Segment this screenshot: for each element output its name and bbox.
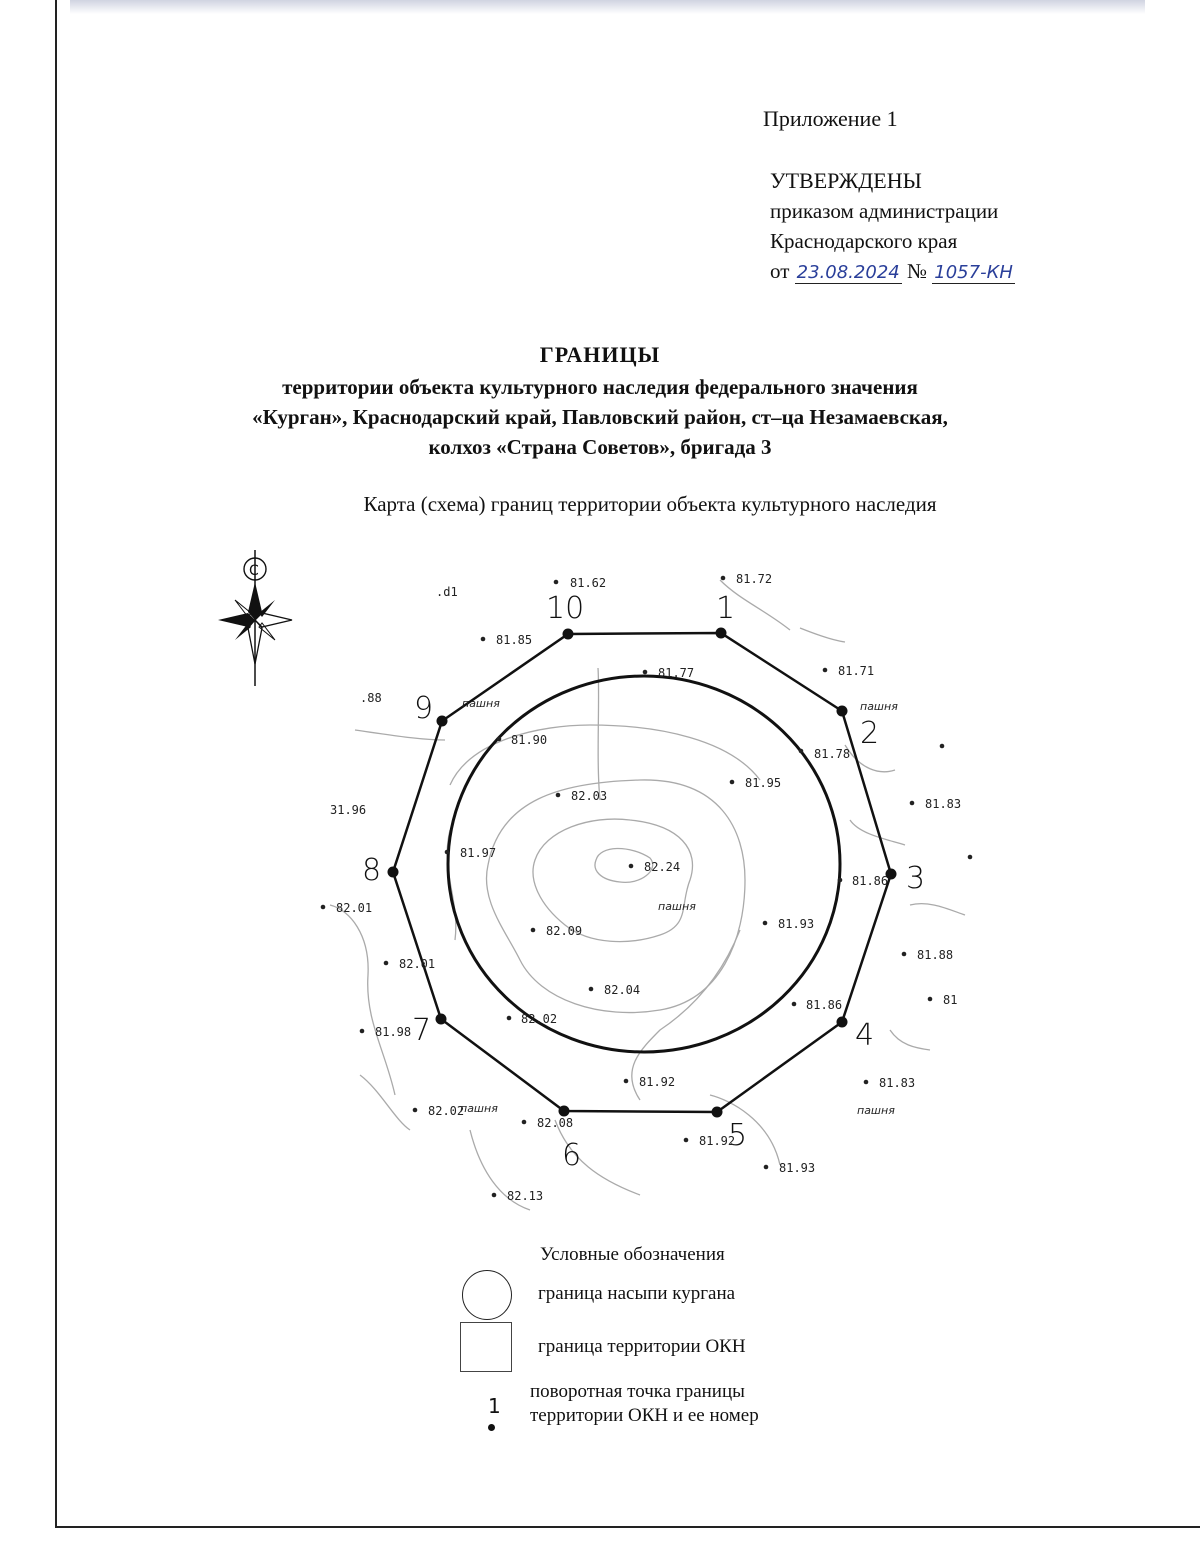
compass-north-letter: С [249, 563, 259, 579]
elevation-label: 81.97 [460, 846, 497, 860]
subtitle-line1: территории объекта культурного наследия федерального значения [282, 375, 918, 399]
elevation-label: 81 [943, 993, 958, 1007]
elevation-dot [624, 1079, 629, 1084]
contour-line [360, 1075, 410, 1130]
subtitle-line2: «Курган», Краснодарский край, Павловский район, ст–ца Незамаевская, [252, 405, 948, 429]
turning-point-label: 3 [906, 861, 926, 896]
turning-point-4 [837, 1017, 848, 1028]
turning-point-7 [436, 1014, 447, 1025]
elevation-label: 82.02 [428, 1104, 465, 1118]
turning-point-label: 5 [728, 1118, 748, 1153]
elevation-label: 81.88 [917, 948, 954, 962]
elevation-label: 81.98 [375, 1025, 412, 1039]
elevation-label: 81.92 [639, 1075, 676, 1089]
elevation-label: 82.01 [399, 957, 436, 971]
elevation-dot [968, 855, 973, 860]
turning-point-label: 7 [412, 1013, 432, 1048]
turning-point-10 [563, 629, 574, 640]
order-date: 23.08.2024 [796, 262, 900, 283]
elevation-dot [360, 1029, 365, 1034]
approved-heading: УТВЕРЖДЕНЫ [770, 168, 922, 193]
turning-point-6 [559, 1106, 570, 1117]
turning-point-5 [712, 1107, 723, 1118]
legend-territory-boundary: граница территории ОКН [538, 1336, 746, 1357]
turning-point-label: 10 [546, 591, 585, 626]
elevation-label: 82.08 [537, 1116, 574, 1130]
elevation-label: 81.93 [779, 1161, 816, 1175]
elevation-label: 82.24 [644, 860, 681, 874]
field-label: пашня [857, 1104, 895, 1117]
approved-by-line1: приказом администрации [770, 199, 999, 223]
turning-point-label: 1 [716, 591, 736, 626]
elevation-label: 81.83 [925, 797, 962, 811]
legend-square-symbol [460, 1322, 512, 1372]
turning-point-8 [388, 867, 399, 878]
document-title: ГРАНИЦЫ [539, 342, 661, 367]
date-prefix: от [770, 259, 790, 283]
elevation-dot [838, 878, 843, 883]
elevation-label: 31.96 [330, 803, 367, 817]
elevation-dot [721, 576, 726, 581]
elevation-dot [928, 997, 933, 1002]
legend-title: Условные обозначения [540, 1244, 725, 1265]
elevation-dot [902, 952, 907, 957]
legend-turning-point-text [530, 1380, 759, 1428]
elevation-label: 82.03 [571, 789, 608, 803]
elevation-dot [492, 1193, 497, 1198]
order-number: 1057-КН [934, 262, 1013, 283]
elevation-label: 82.01 [336, 901, 373, 915]
elevation-dot [321, 905, 326, 910]
elevation-label: 81.77 [658, 666, 695, 680]
elevation-dot [445, 850, 450, 855]
north-arrow [218, 550, 292, 686]
subtitle-line3: колхоз «Страна Советов», бригада 3 [428, 435, 772, 459]
elevation-label: 82.04 [604, 983, 641, 997]
contour-line [450, 725, 760, 785]
elevation-label: 82.09 [546, 924, 583, 938]
elevation-dot [481, 637, 486, 642]
turning-point-2 [837, 706, 848, 717]
elevation-dot [522, 1120, 527, 1125]
elevation-label: 82.13 [507, 1189, 544, 1203]
turning-point-label: 6 [562, 1138, 582, 1173]
turning-point-label: 9 [414, 691, 434, 726]
contour-line [800, 628, 845, 642]
elevation-dot [507, 1016, 512, 1021]
elevation-dot [684, 1138, 689, 1143]
map-caption: Карта (схема) границ территории объекта культурного наследия [363, 492, 937, 516]
elevation-dot [792, 1002, 797, 1007]
contour-line [910, 904, 965, 915]
elevation-label: 81.72 [736, 572, 773, 586]
field-label: пашня [860, 700, 898, 713]
elevation-dot [730, 780, 735, 785]
legend-turning-point-dot [488, 1424, 495, 1431]
field-label: пашня [658, 900, 696, 913]
contour-line [890, 1030, 930, 1050]
turning-point-9 [437, 716, 448, 727]
elevation-dot [764, 1165, 769, 1170]
elevation-dot [864, 1080, 869, 1085]
field-label: пашня [462, 697, 500, 710]
legend-turning-point-line2: территории ОКН и ее номер [530, 1405, 759, 1426]
elevation-dot [497, 737, 502, 742]
elevation-dot [643, 670, 648, 675]
elevation-label: 81.62 [570, 576, 607, 590]
elevation-label: 81.92 [699, 1134, 736, 1148]
approved-by-line2: Краснодарского края [770, 229, 958, 253]
elevation-label: .88 [360, 691, 382, 705]
elevation-dot [556, 793, 561, 798]
elevation-dot [413, 1108, 418, 1113]
elevation-dot [910, 801, 915, 806]
elevation-dot [384, 961, 389, 966]
legend-turning-point-line1: поворотная точка границы [530, 1381, 745, 1402]
elevation-dot [531, 928, 536, 933]
elevation-label: 81.83 [879, 1076, 916, 1090]
contour-line [486, 780, 745, 1013]
elevation-label: 81.86 [852, 874, 889, 888]
elevation-label: 81.93 [778, 917, 815, 931]
legend-turning-point-number: 1 [488, 1394, 501, 1418]
elevation-label: .d1 [436, 585, 458, 599]
legend-circle-symbol [462, 1270, 512, 1320]
elevation-dot [940, 744, 945, 749]
elevation-dot [823, 668, 828, 673]
elevation-label: 81.90 [511, 733, 548, 747]
elevation-label: 81.71 [838, 664, 875, 678]
appendix-label: Приложение 1 [763, 106, 898, 131]
elevation-dot [763, 921, 768, 926]
elevation-dot [554, 580, 559, 585]
elevation-label: 82.02 [521, 1012, 558, 1026]
contour-line [598, 668, 600, 800]
elevation-label: 81.78 [814, 747, 851, 761]
turning-point-label: 2 [860, 716, 880, 751]
elevation-label: 81.86 [806, 998, 843, 1012]
field-label: пашня [460, 1102, 498, 1115]
turning-point-label: 8 [362, 853, 382, 888]
turning-point-label: 4 [855, 1018, 875, 1053]
contour-line [330, 905, 395, 1095]
turning-point-1 [716, 628, 727, 639]
number-prefix: № [906, 259, 928, 283]
legend-mound-boundary: граница насыпи кургана [538, 1283, 736, 1304]
elevation-label: 81.95 [745, 776, 782, 790]
elevation-dot [799, 749, 804, 754]
contour-line [355, 730, 445, 740]
elevation-dot [629, 864, 634, 869]
elevation-dot [589, 987, 594, 992]
elevation-label: 81.85 [496, 633, 533, 647]
